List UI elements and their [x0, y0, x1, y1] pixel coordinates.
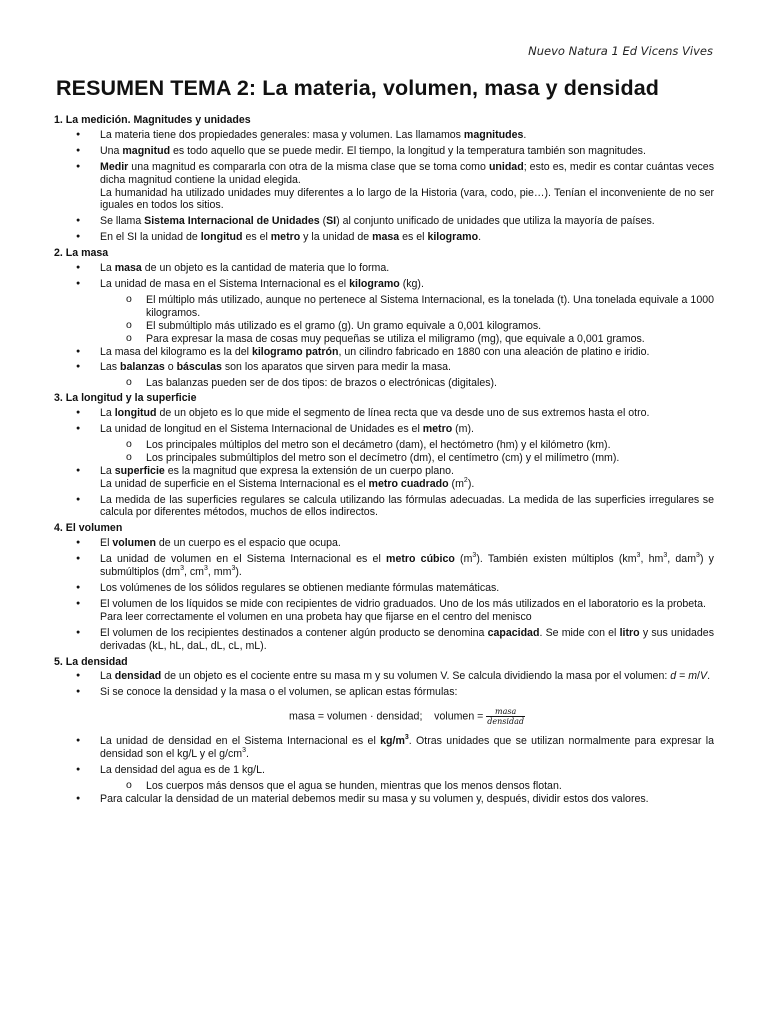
text-run: ). También existen múltiplos (km: [476, 553, 637, 566]
text-run: Sistema Internacional de Unidades: [144, 215, 320, 228]
list-item: [54, 231, 714, 244]
text-run: , cm: [183, 566, 204, 579]
text-run: 3: [636, 552, 641, 560]
text-run: ; esto es, medir es contar cuántas veces dicha magnitud contiene la unidad elegida.: [100, 160, 714, 186]
section-heading: 5. La densidad: [54, 655, 128, 668]
section: [54, 114, 714, 244]
section: [54, 392, 714, 519]
text-run: de un objeto es la cantidad de materia que lo forma.: [141, 262, 390, 275]
text-run: es la magnitud que expresa la extensión de un cuerpo plano.: [164, 464, 454, 477]
text-run: La medida de las superficies regulares se calcula utilizando las fórmulas adecuadas. La medida de las superficies irregulares se calcula por diferentes métodos, muchos de ellos indirectos.: [100, 493, 714, 519]
list-item: [54, 537, 714, 550]
text-run: Los volúmenes de los sólidos regulares se obtienen mediante fórmulas matemáticas.: [100, 582, 500, 594]
text-run: El submúltiplo más utilizado es el gramo (g). Un gramo equivale a 0,001 kilogramos.: [146, 319, 542, 332]
text-run: Para calcular la densidad de un material debemos medir su masa y su volumen y, después, dividir estos dos valores.: [100, 792, 649, 805]
section: [54, 656, 714, 806]
sub-list-item: [54, 294, 714, 320]
section-list: [54, 407, 714, 519]
text-run: 2: [463, 476, 468, 484]
text-run: La: [100, 464, 115, 477]
section: [54, 247, 714, 390]
density-formula: [54, 707, 714, 726]
list-item: [54, 764, 714, 777]
text-run: Los cuerpos más densos que el agua se hunden, mientras que los menos densos flotan.: [146, 779, 562, 792]
text-run: .: [523, 128, 527, 141]
list-item: [54, 278, 714, 291]
text-run: kilogramo patrón: [251, 345, 339, 358]
list-item: [54, 686, 714, 699]
fraction-numerator: masa: [486, 707, 525, 717]
list-item: [54, 793, 714, 806]
text-run: =: [676, 670, 689, 683]
text-run: longitud: [114, 407, 157, 420]
text-run: .: [478, 231, 482, 244]
text-run: Las: [100, 361, 121, 374]
text-run: unidad: [488, 160, 524, 173]
text-run: es el: [242, 231, 271, 244]
section-list: [54, 537, 714, 652]
text-run: La unidad de superficie en el Sistema Internacional es el: [100, 477, 369, 490]
sub-list-item: [54, 320, 714, 333]
text-run: ).: [235, 566, 242, 579]
list-item: [54, 361, 714, 374]
text-run: . Se mide con el: [539, 626, 620, 639]
list-item: [54, 582, 714, 595]
sub-list-item: [54, 377, 714, 390]
list-item: [54, 262, 714, 275]
text-run: La unidad de volumen en el Sistema Internacional es el: [100, 553, 387, 566]
text-run: magnitudes: [463, 128, 524, 141]
text-run: 3: [472, 552, 477, 560]
list-item: [54, 346, 714, 359]
text-run: La: [100, 262, 115, 275]
text-run: Medir: [100, 160, 129, 173]
text-run: metro: [422, 423, 453, 436]
text-run: longitud: [200, 231, 243, 244]
list-item: [54, 670, 714, 683]
text-run: La: [100, 407, 115, 420]
document-body: [54, 114, 714, 809]
text-run: densidad: [114, 670, 162, 683]
section-list: [54, 129, 714, 244]
sub-list-item: [54, 439, 714, 452]
text-run: En el SI la unidad de: [100, 231, 201, 244]
text-run: Una: [100, 144, 123, 157]
text-run: El volumen de los recipientes destinados a contener algún producto se denomina: [100, 626, 488, 639]
section-list: [54, 262, 714, 390]
list-item: [54, 627, 714, 653]
list-item: [54, 407, 714, 420]
text-run: 3: [242, 747, 247, 755]
page-title: RESUMEN TEMA 2: La materia, volumen, masa y densidad: [56, 76, 659, 100]
section-list: [54, 670, 714, 805]
list-item: [54, 215, 714, 228]
text-run: La unidad de densidad en el Sistema Internacional es el: [100, 735, 381, 748]
list-item: [54, 598, 714, 624]
text-run: /: [697, 670, 700, 683]
text-run: son los aparatos que sirven para medir la masa.: [221, 361, 451, 374]
text-run: es todo aquello que se puede medir. El tiempo, la longitud y la temperatura también son magnitudes.: [170, 144, 646, 157]
text-run: El volumen de los líquidos se mide con recipientes de vidrio graduados. Uno de los más utilizados en el laboratorio es la probeta.: [100, 597, 706, 610]
text-run: Para leer correctamente el volumen en una probeta hay que fijarse en el centro del menisco: [100, 610, 532, 623]
text-run: (kg).: [399, 277, 424, 290]
sub-list-item: [54, 780, 714, 793]
text-run: La densidad del agua es de 1 kg/L.: [100, 764, 265, 777]
text-run: es el: [399, 231, 428, 244]
text-run: , dam: [667, 553, 697, 566]
fraction-denominator: densidad: [487, 717, 524, 727]
text-run: capacidad: [487, 626, 540, 639]
text-run: kilogramo: [427, 231, 479, 244]
section-heading: 3. La longitud y la superficie: [54, 392, 197, 405]
text-run: masa: [372, 231, 400, 244]
section-heading: 2. La masa: [54, 247, 109, 260]
text-run: volumen: [112, 537, 156, 550]
list-item: [54, 735, 714, 761]
text-run: ).: [467, 477, 475, 490]
text-run: metro: [270, 231, 301, 244]
text-run: ) al conjunto unificado de unidades que utiliza la mayoría de países.: [336, 215, 655, 228]
text-run: litro: [619, 626, 640, 639]
text-run: , hm: [640, 553, 664, 566]
list-item: [54, 423, 714, 436]
text-run: kg/m: [380, 735, 405, 748]
text-run: y la unidad de: [300, 231, 373, 244]
text-run: Las balanzas pueden ser de dos tipos: de brazos o electrónicas (digitales).: [146, 377, 497, 390]
sub-list-item: [54, 333, 714, 346]
list-item: [54, 161, 714, 213]
text-run: o: [164, 361, 177, 374]
text-run: kilogramo: [349, 277, 400, 290]
text-run: 3: [180, 565, 184, 573]
text-run: El múltiplo más utilizado, aunque no pertenece al Sistema Internacional, es la tonelada (t). Una tonelada equivale a 1000 kilogramos.: [146, 293, 714, 319]
text-run: Los principales múltiplos del metro son el decámetro (dam), el hectómetro (hm) y el kilómetro (km).: [146, 438, 611, 451]
list-item: [54, 145, 714, 158]
text-run: metro cúbico: [386, 553, 455, 566]
text-run: 3: [663, 552, 668, 560]
text-run: y sus unidades derivadas (kL, hL, daL, dL, cL, mL).: [100, 626, 714, 652]
text-run: El: [100, 537, 113, 550]
list-item: [54, 553, 714, 579]
text-run: V: [700, 670, 708, 683]
text-run: superficie: [114, 464, 165, 477]
text-run: . Otras unidades que se utilizan normalmente para expresar la densidad son el kg/L y el g/cm: [100, 735, 714, 761]
text-run: Para expresar la masa de cosas muy pequeñas se utiliza el miligramo (mg), que equivale a 0,001 gramos.: [146, 332, 645, 345]
text-run: (m).: [452, 423, 474, 436]
text-run: .: [246, 748, 249, 761]
formula-fraction: [486, 707, 525, 726]
text-run: 3: [231, 565, 236, 573]
sub-list-item: [54, 452, 714, 465]
text-run: balanzas: [120, 361, 165, 374]
text-run: La materia tiene dos propiedades generales: masa y volumen. Las llamamos: [100, 128, 464, 141]
text-run: 3: [696, 552, 700, 560]
text-run: La unidad de masa en el Sistema Internacional es el: [100, 277, 350, 290]
text-run: .: [707, 670, 711, 683]
text-run: Si se conoce la densidad y la masa o el volumen, se aplican estas fórmulas:: [100, 686, 458, 699]
text-run: 3: [404, 734, 409, 742]
text-run: metro cuadrado: [368, 477, 449, 490]
text-run: La unidad de longitud en el Sistema Internacional de Unidades es el: [100, 423, 423, 436]
text-run: La: [100, 670, 115, 683]
text-run: ) y submúltiplos (dm: [100, 553, 714, 579]
text-run: (m: [454, 553, 473, 566]
text-run: de un objeto es el cociente entre su masa m y su volumen V. Se calcula dividiendo la masa por el volumen:: [161, 670, 671, 683]
header-note: Nuevo Natura 1 Ed Vicens Vives: [528, 44, 713, 58]
text-run: m: [688, 670, 698, 683]
section-heading: 1. La medición. Magnitudes y unidades: [54, 114, 251, 126]
text-run: La humanidad ha utilizado unidades muy diferentes a lo largo de la Historia (vara, codo, pie…). Tenían el inconveniente de no ser iguales en todos los sitios.: [100, 186, 714, 212]
list-item: [54, 129, 714, 142]
formula-text: masa = volumen · densidad; volumen =: [289, 710, 487, 723]
list-item: [54, 465, 714, 491]
list-item: [54, 494, 714, 520]
text-run: d: [670, 670, 677, 683]
text-run: SI: [326, 215, 337, 228]
text-run: (: [319, 215, 327, 228]
text-run: , mm: [207, 566, 232, 579]
text-run: 3: [204, 565, 208, 573]
text-run: masa: [114, 262, 142, 275]
text-run: básculas: [176, 361, 222, 374]
section-heading: 4. El volumen: [54, 522, 123, 535]
text-run: de un cuerpo es el espacio que ocupa.: [155, 537, 341, 550]
text-run: , un cilindro fabricado en 1880 con una aleación de platino e iridio.: [338, 345, 650, 358]
text-run: La masa del kilogramo es la del: [100, 345, 252, 358]
text-run: Se llama: [100, 215, 145, 228]
section: [54, 522, 714, 652]
text-run: magnitud: [122, 144, 171, 157]
text-run: (m: [448, 477, 464, 490]
text-run: Los principales submúltiplos del metro son el decímetro (dm), el centímetro (cm) y el milímetro (mm).: [146, 451, 620, 464]
text-run: de un objeto es lo que mide el segmento de línea recta que va desde uno de sus extremos hasta el otro.: [156, 407, 650, 420]
text-run: una magnitud es compararla con otra de la misma clase que se toma como: [128, 160, 489, 173]
